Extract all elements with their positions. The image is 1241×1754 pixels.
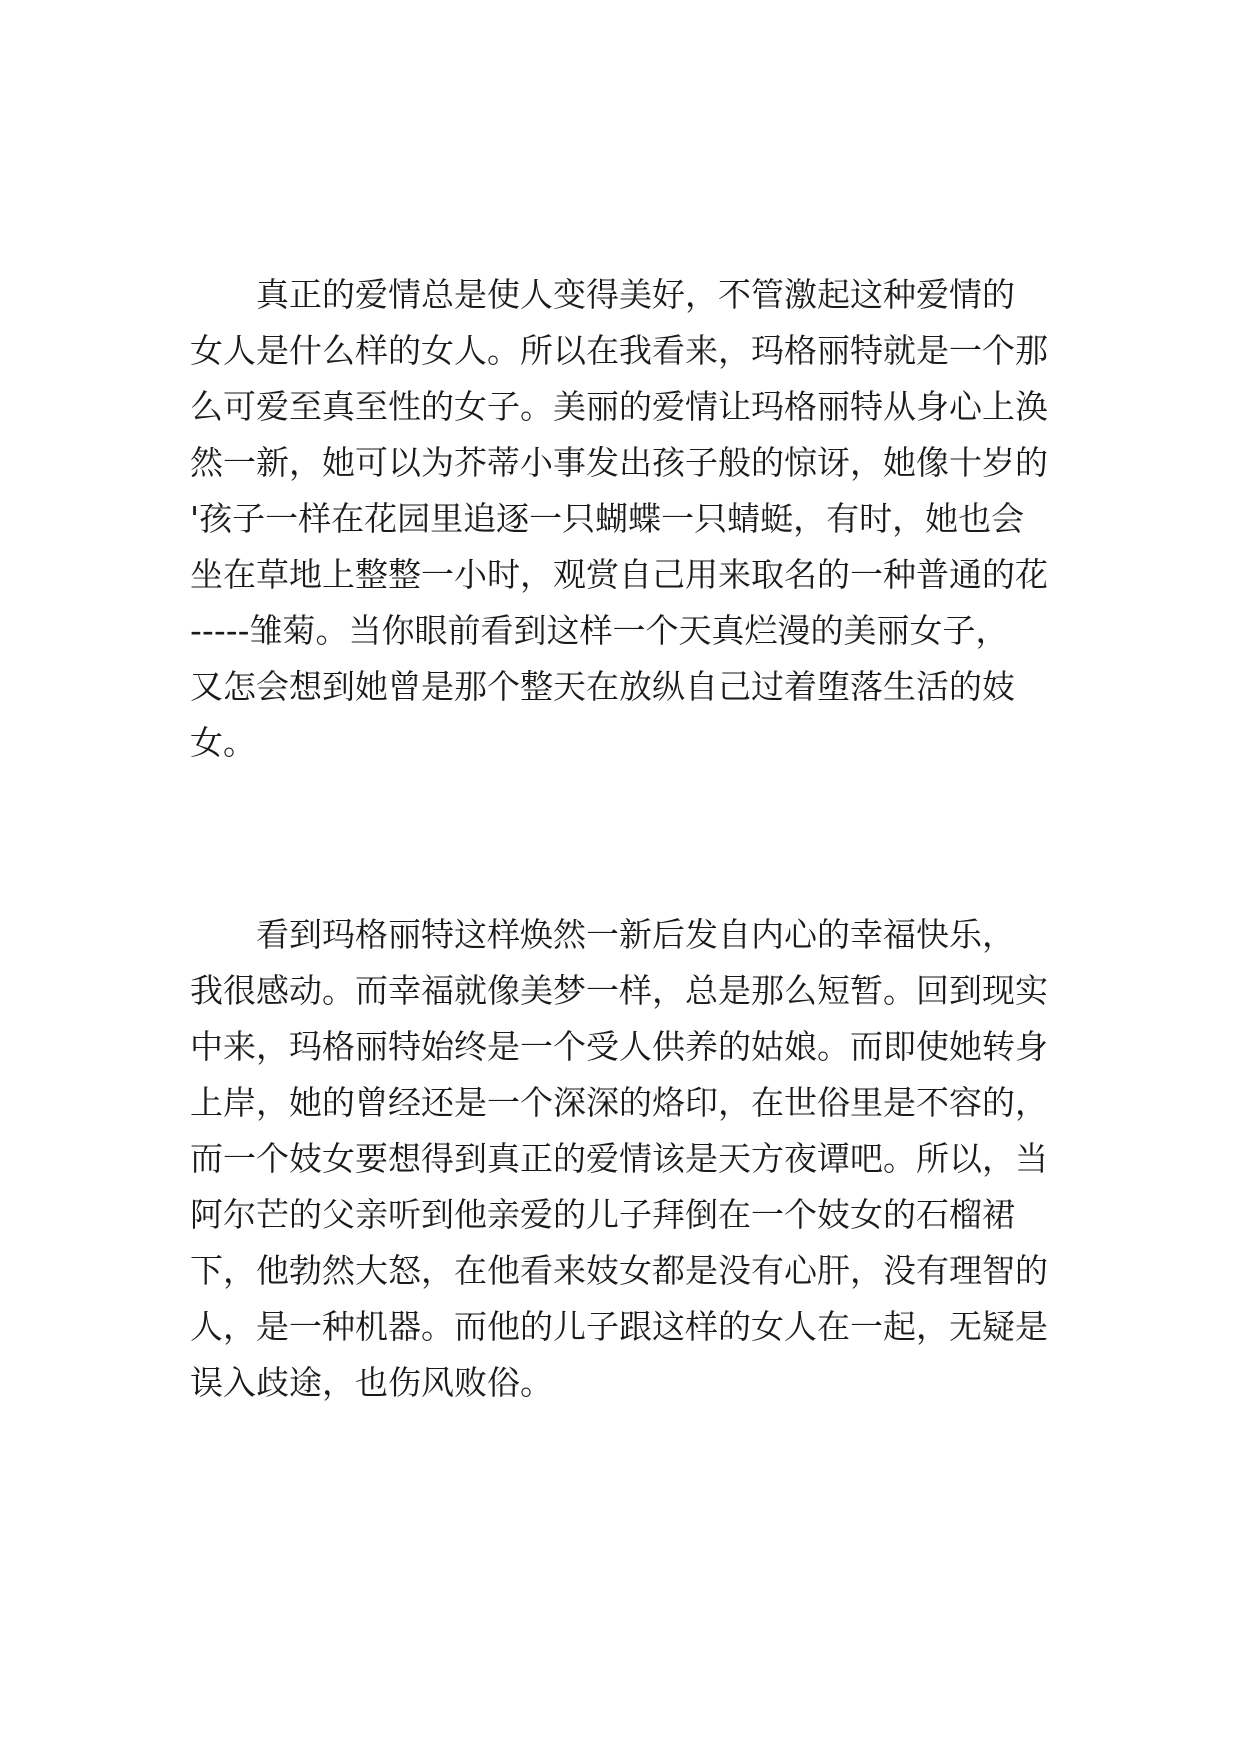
text-line: 中来，玛格丽特始终是一个受人供养的姑娘。而即使她转身 (190, 1027, 1048, 1066)
text-line: 我很感动。而幸福就像美梦一样，总是那么短暂。回到现实 (190, 971, 1048, 1010)
text-line: 误入歧途，也伤风败俗。 (190, 1363, 553, 1402)
text-line: -----雏菊。当你眼前看到这样一个天真烂漫的美丽女子， (190, 611, 1009, 650)
text-line: 然一新，她可以为芥蒂小事发出孩子般的惊讶，她像十岁的 (190, 443, 1048, 482)
text-line: 上岸，她的曾经还是一个深深的烙印，在世俗里是不容的， (190, 1083, 1048, 1122)
text-line: 而一个妓女要想得到真正的爱情该是天方夜谭吧。所以，当 (190, 1139, 1048, 1178)
text-line: 下，他勃然大怒，在他看来妓女都是没有心肝，没有理智的 (190, 1251, 1048, 1290)
text-line: 坐在草地上整整一小时，观赏自己用来取名的一种普通的花 (190, 555, 1048, 594)
text-line: '孩子一样在花园里追逐一只蝴蝶一只蜻蜓，有时，她也会 (190, 499, 1025, 538)
text-line: 真正的爱情总是使人变得美好，不管激起这种爱情的 (190, 275, 1015, 314)
text-line: 么可爱至真至性的女子。美丽的爱情让玛格丽特从身心上涣 (190, 387, 1048, 426)
text-line: 人，是一种机器。而他的儿子跟这样的女人在一起，无疑是 (190, 1307, 1048, 1346)
text-line: 看到玛格丽特这样焕然一新后发自内心的幸福快乐， (190, 915, 1015, 954)
text-line: 女。 (190, 723, 256, 762)
text-line: 女人是什么样的女人。所以在我看来，玛格丽特就是一个那 (190, 331, 1048, 370)
text-line: 阿尔芒的父亲听到他亲爱的儿子拜倒在一个妓女的石榴裙 (190, 1195, 1015, 1234)
text-line: 又怎会想到她曾是那个整天在放纵自己过着堕落生活的妓 (190, 667, 1015, 706)
